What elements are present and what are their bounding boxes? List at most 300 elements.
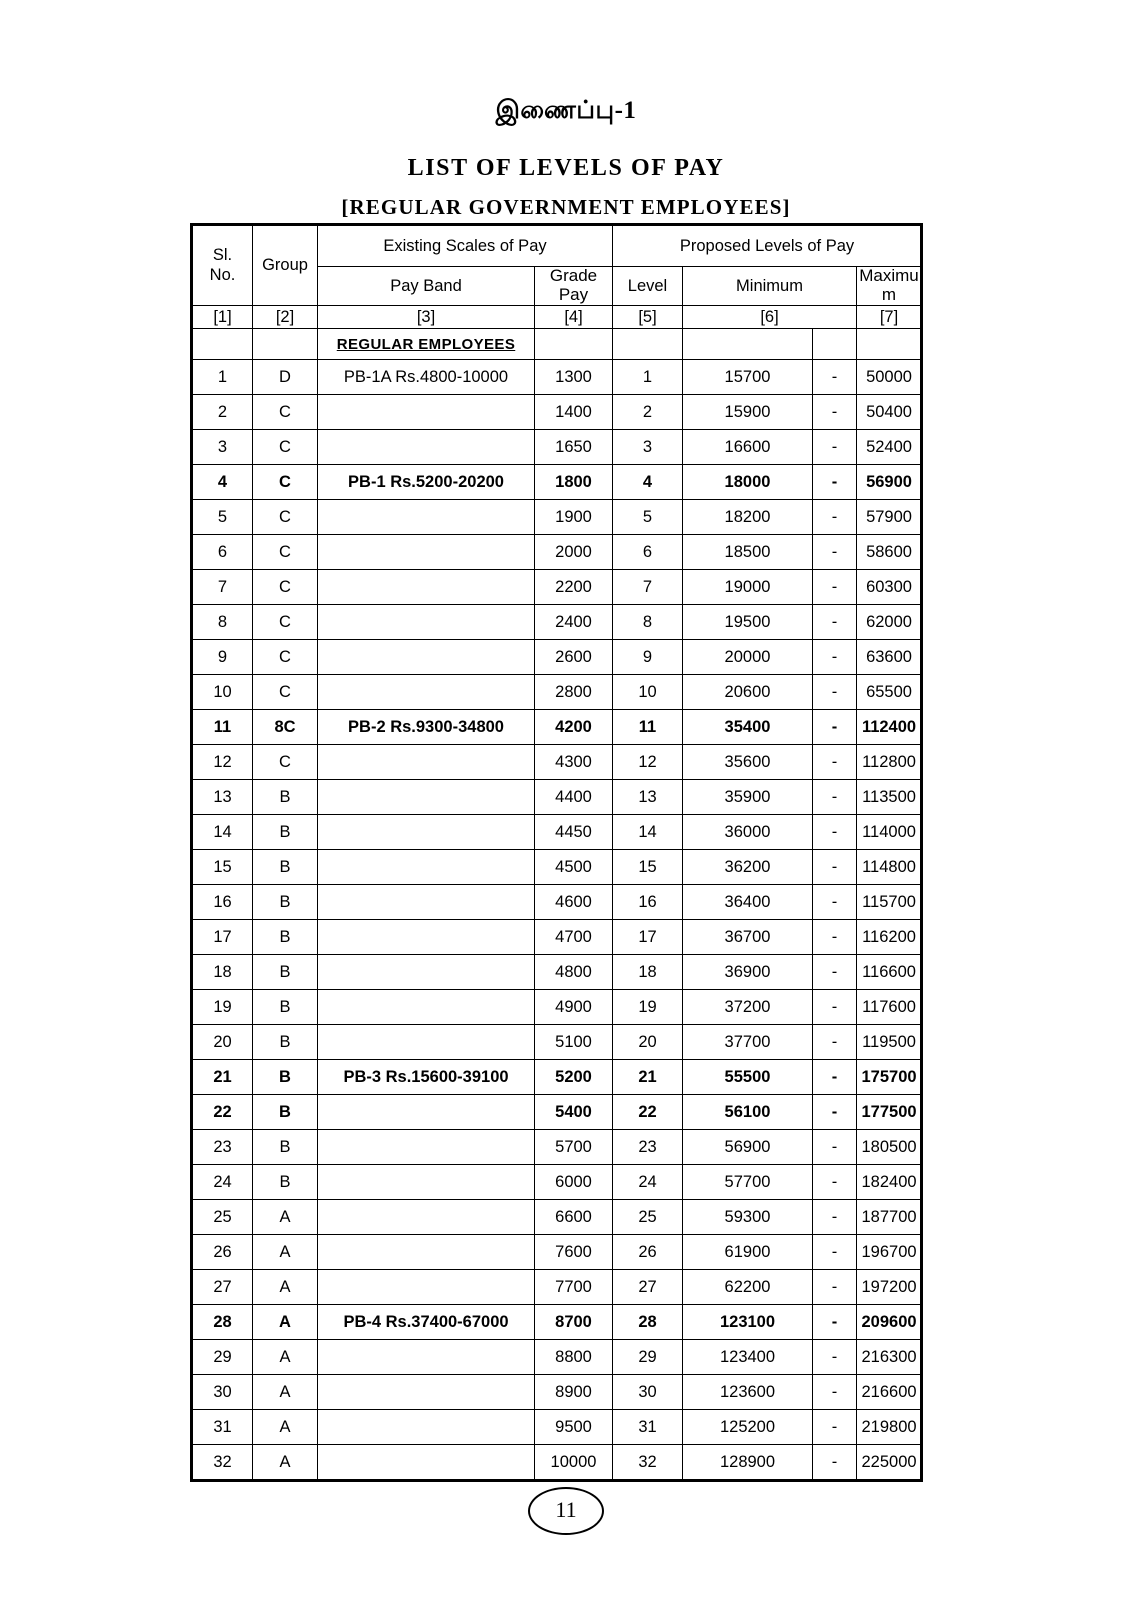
cell-minimum: 61900 — [683, 1235, 813, 1270]
cell-pay-band — [318, 1340, 535, 1375]
cell-level: 2 — [613, 395, 683, 430]
cell-sl-no: 6 — [192, 535, 253, 570]
header-pay-band: Pay Band — [318, 267, 535, 306]
cell-minimum: 15700 — [683, 360, 813, 395]
table-row — [192, 570, 922, 605]
cell-maximum: 175700 — [857, 1060, 922, 1095]
cell-grade-pay: 8700 — [535, 1305, 613, 1340]
cell-level: 27 — [613, 1270, 683, 1305]
cell-group: A — [253, 1445, 318, 1481]
cell-group: B — [253, 1130, 318, 1165]
table-row — [192, 605, 922, 640]
table-row — [192, 815, 922, 850]
cell-pay-band — [318, 1200, 535, 1235]
table-row — [192, 1305, 922, 1340]
cell-group: C — [253, 745, 318, 780]
cell-level: 12 — [613, 745, 683, 780]
header-sl-no-line1: Sl. — [212, 246, 233, 265]
cell-sl-no: 19 — [192, 990, 253, 1025]
page-number-badge: 11 — [528, 1487, 604, 1535]
cell-sl-no: 13 — [192, 780, 253, 815]
header-grade-pay-line2: Pay — [558, 285, 589, 304]
cell-range-dash: - — [813, 780, 857, 815]
cell-pay-band — [318, 640, 535, 675]
cell-grade-pay: 2200 — [535, 570, 613, 605]
cell-range-dash: - — [813, 675, 857, 710]
header-maximum-line1: Maximu — [859, 266, 919, 286]
cell-grade-pay: 5700 — [535, 1130, 613, 1165]
table-row — [192, 1130, 922, 1165]
cell-maximum: 177500 — [857, 1095, 922, 1130]
cell-level: 28 — [613, 1305, 683, 1340]
cell-pay-band — [318, 430, 535, 465]
cell-sl-no: 9 — [192, 640, 253, 675]
cell-minimum: 57700 — [683, 1165, 813, 1200]
cell-maximum: 63600 — [857, 640, 922, 675]
cell-minimum: 36000 — [683, 815, 813, 850]
cell-sl-no: 24 — [192, 1165, 253, 1200]
cell-grade-pay: 4900 — [535, 990, 613, 1025]
cell-sl-no: 21 — [192, 1060, 253, 1095]
cell-maximum: 197200 — [857, 1270, 922, 1305]
cell-minimum: 123600 — [683, 1375, 813, 1410]
header-existing-scales: Existing Scales of Pay — [318, 225, 613, 267]
cell-pay-band: PB-1A Rs.4800-10000 — [318, 360, 535, 395]
table-row — [192, 1165, 922, 1200]
header-group: Group — [253, 225, 318, 306]
table-row — [192, 360, 922, 395]
cell-grade-pay: 1650 — [535, 430, 613, 465]
cell-range-dash: - — [813, 815, 857, 850]
cell-group: B — [253, 1095, 318, 1130]
cell-grade-pay: 5200 — [535, 1060, 613, 1095]
header-proposed-levels: Proposed Levels of Pay — [613, 225, 922, 267]
cell-grade-pay: 4450 — [535, 815, 613, 850]
cell-range-dash: - — [813, 1130, 857, 1165]
cell-maximum: 114000 — [857, 815, 922, 850]
column-number-3: [3] — [318, 306, 535, 329]
cell-sl-no: 4 — [192, 465, 253, 500]
cell-sl-no: 3 — [192, 430, 253, 465]
column-number-2: [2] — [253, 306, 318, 329]
table-row — [192, 920, 922, 955]
cell-minimum: 15900 — [683, 395, 813, 430]
table-row — [192, 675, 922, 710]
cell-level: 3 — [613, 430, 683, 465]
cell-pay-band — [318, 1410, 535, 1445]
cell-range-dash: - — [813, 1095, 857, 1130]
cell-group: B — [253, 815, 318, 850]
cell-range-dash: - — [813, 1060, 857, 1095]
cell-maximum: 60300 — [857, 570, 922, 605]
section-row-blank-cell — [192, 329, 253, 360]
cell-range-dash: - — [813, 535, 857, 570]
cell-pay-band — [318, 570, 535, 605]
cell-level: 14 — [613, 815, 683, 850]
cell-sl-no: 26 — [192, 1235, 253, 1270]
cell-range-dash: - — [813, 360, 857, 395]
table-row — [192, 1200, 922, 1235]
cell-maximum: 216600 — [857, 1375, 922, 1410]
cell-sl-no: 16 — [192, 885, 253, 920]
cell-maximum: 57900 — [857, 500, 922, 535]
cell-group: C — [253, 465, 318, 500]
cell-group: A — [253, 1305, 318, 1340]
table-row — [192, 990, 922, 1025]
cell-maximum: 52400 — [857, 430, 922, 465]
cell-sl-no: 25 — [192, 1200, 253, 1235]
cell-pay-band — [318, 395, 535, 430]
header-sl-no — [192, 225, 253, 306]
cell-minimum: 20600 — [683, 675, 813, 710]
cell-minimum: 56100 — [683, 1095, 813, 1130]
section-row-blank-cell — [813, 329, 857, 360]
cell-grade-pay: 7600 — [535, 1235, 613, 1270]
cell-grade-pay: 4800 — [535, 955, 613, 990]
cell-level: 25 — [613, 1200, 683, 1235]
cell-grade-pay: 10000 — [535, 1445, 613, 1481]
pay-levels-table — [190, 223, 923, 1482]
cell-pay-band — [318, 850, 535, 885]
cell-grade-pay: 4300 — [535, 745, 613, 780]
table-header — [192, 225, 922, 329]
cell-range-dash: - — [813, 1235, 857, 1270]
cell-group: B — [253, 885, 318, 920]
cell-sl-no: 27 — [192, 1270, 253, 1305]
cell-range-dash: - — [813, 1165, 857, 1200]
document-heading-block — [0, 0, 1132, 220]
cell-sl-no: 12 — [192, 745, 253, 780]
cell-maximum: 56900 — [857, 465, 922, 500]
cell-maximum: 116200 — [857, 920, 922, 955]
cell-sl-no: 7 — [192, 570, 253, 605]
cell-group: C — [253, 395, 318, 430]
cell-minimum: 16600 — [683, 430, 813, 465]
cell-minimum: 37200 — [683, 990, 813, 1025]
cell-maximum: 209600 — [857, 1305, 922, 1340]
cell-group: C — [253, 500, 318, 535]
header-maximum-line2: m — [881, 285, 897, 304]
cell-sl-no: 10 — [192, 675, 253, 710]
cell-pay-band: PB-1 Rs.5200-20200 — [318, 465, 535, 500]
cell-grade-pay: 1400 — [535, 395, 613, 430]
cell-minimum: 36200 — [683, 850, 813, 885]
cell-maximum: 182400 — [857, 1165, 922, 1200]
cell-range-dash: - — [813, 1340, 857, 1375]
cell-group: A — [253, 1340, 318, 1375]
cell-pay-band: PB-3 Rs.15600-39100 — [318, 1060, 535, 1095]
header-grade-pay — [535, 267, 613, 306]
cell-group: C — [253, 675, 318, 710]
cell-sl-no: 30 — [192, 1375, 253, 1410]
cell-sl-no: 1 — [192, 360, 253, 395]
table-row — [192, 885, 922, 920]
cell-minimum: 37700 — [683, 1025, 813, 1060]
cell-level: 22 — [613, 1095, 683, 1130]
column-number-4: [4] — [535, 306, 613, 329]
cell-group: A — [253, 1375, 318, 1410]
cell-maximum: 216300 — [857, 1340, 922, 1375]
cell-group: D — [253, 360, 318, 395]
cell-level: 31 — [613, 1410, 683, 1445]
cell-grade-pay: 9500 — [535, 1410, 613, 1445]
cell-sl-no: 32 — [192, 1445, 253, 1481]
section-row-blank-cell — [683, 329, 813, 360]
pay-levels-table-wrapper — [190, 223, 920, 1482]
table-row — [192, 1340, 922, 1375]
cell-pay-band — [318, 1095, 535, 1130]
cell-sl-no: 23 — [192, 1130, 253, 1165]
cell-pay-band — [318, 745, 535, 780]
cell-pay-band — [318, 535, 535, 570]
cell-maximum: 112800 — [857, 745, 922, 780]
cell-range-dash: - — [813, 1200, 857, 1235]
cell-pay-band — [318, 605, 535, 640]
cell-level: 26 — [613, 1235, 683, 1270]
table-section-row — [192, 329, 922, 360]
cell-range-dash: - — [813, 640, 857, 675]
cell-sl-no: 2 — [192, 395, 253, 430]
cell-pay-band — [318, 1375, 535, 1410]
cell-group: A — [253, 1200, 318, 1235]
cell-maximum: 187700 — [857, 1200, 922, 1235]
cell-range-dash: - — [813, 850, 857, 885]
cell-pay-band — [318, 1165, 535, 1200]
annexure-title: இணைப்பு-1 — [495, 97, 637, 124]
cell-grade-pay: 6000 — [535, 1165, 613, 1200]
cell-level: 30 — [613, 1375, 683, 1410]
cell-group: A — [253, 1270, 318, 1305]
cell-grade-pay: 1800 — [535, 465, 613, 500]
table-row — [192, 710, 922, 745]
cell-level: 24 — [613, 1165, 683, 1200]
cell-maximum: 219800 — [857, 1410, 922, 1445]
cell-minimum: 18200 — [683, 500, 813, 535]
cell-maximum: 116600 — [857, 955, 922, 990]
cell-grade-pay: 5400 — [535, 1095, 613, 1130]
column-number-1: [1] — [192, 306, 253, 329]
table-row — [192, 850, 922, 885]
cell-grade-pay: 1900 — [535, 500, 613, 535]
section-row-blank-cell — [613, 329, 683, 360]
table-row — [192, 1060, 922, 1095]
cell-minimum: 35400 — [683, 710, 813, 745]
cell-group: C — [253, 430, 318, 465]
cell-sl-no: 17 — [192, 920, 253, 955]
cell-range-dash: - — [813, 1410, 857, 1445]
cell-sl-no: 11 — [192, 710, 253, 745]
page-title: LIST OF LEVELS OF PAY — [407, 155, 725, 181]
header-level: Level — [613, 267, 683, 306]
cell-minimum: 62200 — [683, 1270, 813, 1305]
table-row — [192, 500, 922, 535]
cell-range-dash: - — [813, 920, 857, 955]
section-row-blank-cell — [857, 329, 922, 360]
cell-range-dash: - — [813, 990, 857, 1025]
table-header-row-1 — [192, 225, 922, 267]
cell-sl-no: 15 — [192, 850, 253, 885]
table-row — [192, 1025, 922, 1060]
table-row — [192, 1095, 922, 1130]
cell-range-dash: - — [813, 1270, 857, 1305]
cell-level: 16 — [613, 885, 683, 920]
cell-maximum: 119500 — [857, 1025, 922, 1060]
cell-grade-pay: 7700 — [535, 1270, 613, 1305]
cell-range-dash: - — [813, 745, 857, 780]
cell-group: B — [253, 850, 318, 885]
cell-group: B — [253, 990, 318, 1025]
cell-group: C — [253, 570, 318, 605]
cell-grade-pay: 2600 — [535, 640, 613, 675]
header-minimum: Minimum — [683, 267, 857, 306]
cell-level: 1 — [613, 360, 683, 395]
table-row — [192, 1445, 922, 1481]
cell-minimum: 128900 — [683, 1445, 813, 1481]
cell-grade-pay: 8800 — [535, 1340, 613, 1375]
table-row — [192, 955, 922, 990]
cell-level: 21 — [613, 1060, 683, 1095]
cell-sl-no: 29 — [192, 1340, 253, 1375]
section-row-blank-cell — [253, 329, 318, 360]
cell-pay-band — [318, 1235, 535, 1270]
cell-group: C — [253, 605, 318, 640]
cell-group: A — [253, 1235, 318, 1270]
cell-grade-pay: 4400 — [535, 780, 613, 815]
cell-pay-band — [318, 1445, 535, 1481]
cell-level: 20 — [613, 1025, 683, 1060]
cell-grade-pay: 1300 — [535, 360, 613, 395]
cell-minimum: 123100 — [683, 1305, 813, 1340]
cell-pay-band — [318, 920, 535, 955]
cell-maximum: 180500 — [857, 1130, 922, 1165]
cell-pay-band — [318, 500, 535, 535]
cell-level: 29 — [613, 1340, 683, 1375]
cell-sl-no: 20 — [192, 1025, 253, 1060]
table-row — [192, 430, 922, 465]
cell-pay-band — [318, 1270, 535, 1305]
cell-range-dash: - — [813, 395, 857, 430]
page-subtitle: [REGULAR GOVERNMENT EMPLOYEES] — [341, 195, 791, 219]
cell-range-dash: - — [813, 570, 857, 605]
cell-range-dash: - — [813, 710, 857, 745]
cell-level: 4 — [613, 465, 683, 500]
cell-maximum: 62000 — [857, 605, 922, 640]
cell-group: B — [253, 920, 318, 955]
cell-minimum: 56900 — [683, 1130, 813, 1165]
cell-group: B — [253, 1165, 318, 1200]
table-row — [192, 780, 922, 815]
table-body — [192, 329, 922, 1481]
cell-level: 7 — [613, 570, 683, 605]
table-row — [192, 395, 922, 430]
cell-range-dash: - — [813, 885, 857, 920]
table-column-number-row — [192, 306, 922, 329]
section-label: REGULAR EMPLOYEES — [336, 335, 516, 353]
cell-maximum: 112400 — [857, 710, 922, 745]
cell-minimum: 18000 — [683, 465, 813, 500]
cell-minimum: 20000 — [683, 640, 813, 675]
table-row — [192, 745, 922, 780]
cell-pay-band: PB-2 Rs.9300-34800 — [318, 710, 535, 745]
cell-sl-no: 5 — [192, 500, 253, 535]
cell-maximum: 114800 — [857, 850, 922, 885]
cell-grade-pay: 6600 — [535, 1200, 613, 1235]
table-row — [192, 1410, 922, 1445]
cell-level: 32 — [613, 1445, 683, 1481]
cell-group: B — [253, 1025, 318, 1060]
cell-maximum: 50400 — [857, 395, 922, 430]
cell-pay-band — [318, 675, 535, 710]
cell-sl-no: 22 — [192, 1095, 253, 1130]
cell-range-dash: - — [813, 1305, 857, 1340]
cell-minimum: 36900 — [683, 955, 813, 990]
cell-minimum: 55500 — [683, 1060, 813, 1095]
cell-range-dash: - — [813, 1025, 857, 1060]
cell-grade-pay: 8900 — [535, 1375, 613, 1410]
column-number-5: [5] — [613, 306, 683, 329]
cell-group: A — [253, 1410, 318, 1445]
cell-maximum: 58600 — [857, 535, 922, 570]
cell-minimum: 35900 — [683, 780, 813, 815]
cell-sl-no: 8 — [192, 605, 253, 640]
cell-grade-pay: 4600 — [535, 885, 613, 920]
page-number-footer — [0, 1487, 1132, 1535]
header-sl-no-line2: No. — [209, 265, 236, 284]
cell-grade-pay: 4200 — [535, 710, 613, 745]
cell-pay-band — [318, 885, 535, 920]
cell-maximum: 65500 — [857, 675, 922, 710]
cell-level: 19 — [613, 990, 683, 1025]
table-row — [192, 640, 922, 675]
section-label-cell — [318, 329, 535, 360]
cell-range-dash: - — [813, 465, 857, 500]
header-maximum — [857, 267, 922, 306]
cell-group: B — [253, 955, 318, 990]
cell-pay-band: PB-4 Rs.37400-67000 — [318, 1305, 535, 1340]
cell-level: 6 — [613, 535, 683, 570]
cell-maximum: 117600 — [857, 990, 922, 1025]
cell-minimum: 19000 — [683, 570, 813, 605]
cell-level: 8 — [613, 605, 683, 640]
table-row — [192, 1235, 922, 1270]
table-row — [192, 1375, 922, 1410]
cell-minimum: 18500 — [683, 535, 813, 570]
cell-level: 17 — [613, 920, 683, 955]
cell-level: 5 — [613, 500, 683, 535]
cell-sl-no: 28 — [192, 1305, 253, 1340]
cell-maximum: 115700 — [857, 885, 922, 920]
cell-level: 23 — [613, 1130, 683, 1165]
table-row — [192, 465, 922, 500]
cell-minimum: 19500 — [683, 605, 813, 640]
cell-level: 10 — [613, 675, 683, 710]
cell-range-dash: - — [813, 1375, 857, 1410]
section-row-blank-cell — [535, 329, 613, 360]
cell-minimum: 36700 — [683, 920, 813, 955]
cell-minimum: 59300 — [683, 1200, 813, 1235]
cell-sl-no: 18 — [192, 955, 253, 990]
cell-range-dash: - — [813, 500, 857, 535]
cell-level: 11 — [613, 710, 683, 745]
cell-range-dash: - — [813, 605, 857, 640]
cell-group: B — [253, 780, 318, 815]
cell-maximum: 113500 — [857, 780, 922, 815]
cell-maximum: 225000 — [857, 1445, 922, 1481]
cell-minimum: 35600 — [683, 745, 813, 780]
cell-grade-pay: 4500 — [535, 850, 613, 885]
cell-level: 18 — [613, 955, 683, 990]
cell-sl-no: 14 — [192, 815, 253, 850]
